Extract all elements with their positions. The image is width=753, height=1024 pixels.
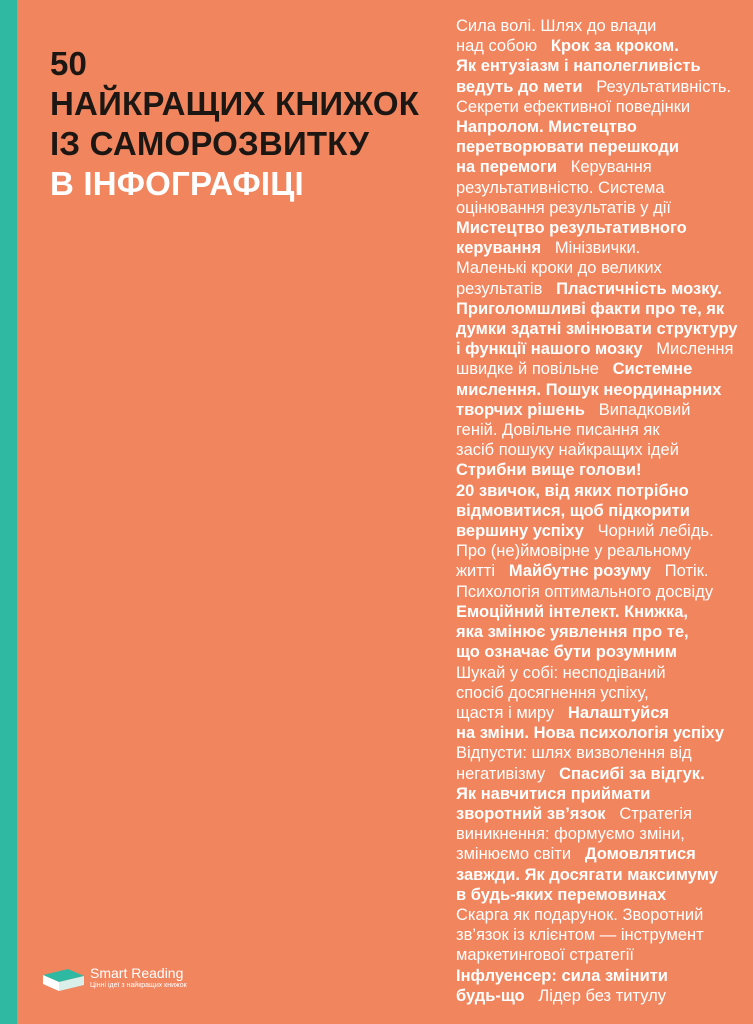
book-title-segment: творчих рішень xyxy=(456,400,585,419)
book-list-line xyxy=(456,238,740,258)
book-list-line xyxy=(456,258,740,278)
book-title-segment: ведуть до мети xyxy=(456,77,583,96)
book-title-segment: завжди. Як досягати максимуму xyxy=(456,865,718,884)
book-subtitle-segment: оцінювання результатів у дії xyxy=(456,198,671,217)
book-subtitle-segment: зв’язок із клієнтом — інструмент xyxy=(456,926,704,945)
book-subtitle-segment: змінюємо світи xyxy=(456,845,572,864)
book-subtitle-segment: засіб пошуку найкращих ідей xyxy=(456,441,679,460)
book-list-line xyxy=(456,501,740,521)
book-list-line xyxy=(456,925,740,945)
book-list-line xyxy=(456,541,740,561)
book-list-line xyxy=(456,97,740,117)
book-list-line xyxy=(456,56,740,76)
book-title-segment: зворотний зв’язок xyxy=(456,804,606,823)
book-subtitle-segment: Шукай у собі: несподіваний xyxy=(456,663,666,682)
title-line-1: 50 xyxy=(50,45,88,82)
book-title-segment: що означає бути розумним xyxy=(456,643,677,662)
book-list-line xyxy=(456,299,740,319)
book-subtitle-segment: Стратегія xyxy=(619,804,692,823)
book-list-line xyxy=(456,602,740,622)
book-list-line xyxy=(456,319,740,339)
book-list-line xyxy=(456,16,740,36)
book-title-segment: Як навчитися приймати xyxy=(456,784,651,803)
book-list-line xyxy=(456,723,740,743)
book-title-segment: 20 звичок, від яких потрібно xyxy=(456,481,689,500)
book-list-line xyxy=(456,137,740,157)
book-title-segment: Інфлуенсер: сила змінити xyxy=(456,966,668,985)
book-list-line xyxy=(456,764,740,784)
book-title-segment: Домовлятися xyxy=(584,845,696,864)
book-title-segment: керування xyxy=(456,239,542,258)
book-list-line xyxy=(456,561,740,581)
book-list-line xyxy=(456,339,740,359)
book-title-segment: Стрибни вище голови! xyxy=(456,461,642,480)
book-subtitle-segment: геній. Довільне писання як xyxy=(456,421,660,440)
book-list-line xyxy=(456,885,740,905)
book-list-line xyxy=(456,622,740,642)
book-subtitle-segment: щастя і миру xyxy=(456,703,555,722)
book-list-line xyxy=(456,359,740,379)
book-titles-list xyxy=(456,16,740,1006)
book-subtitle-segment: Результативність. xyxy=(596,77,732,96)
smart-reading-logo-icon xyxy=(40,963,86,993)
book-list-line xyxy=(456,865,740,885)
book-list-line xyxy=(456,703,740,723)
title-line-2: НАЙКРАЩИХ КНИЖОК xyxy=(50,85,420,122)
book-list-line xyxy=(456,683,740,703)
book-list-line xyxy=(456,743,740,763)
book-subtitle-segment: Секрети ефективної поведінки xyxy=(456,97,691,116)
book-title-segment: Системне xyxy=(612,360,693,379)
publisher-name: Smart Reading xyxy=(90,965,184,981)
book-title-segment: Налаштуйся xyxy=(567,703,670,722)
book-subtitle-segment: швидке й повільне xyxy=(456,360,599,379)
book-list-line xyxy=(456,804,740,824)
publisher-logo xyxy=(40,960,187,996)
book-title-segment: яка змінює уявлення про те, xyxy=(456,623,689,642)
book-title-segment: Пластичність мозку. xyxy=(556,279,722,298)
book-list-line xyxy=(456,279,740,299)
book-list-line xyxy=(456,77,740,97)
book-subtitle-segment: Маленькі кроки до великих xyxy=(456,259,662,278)
book-subtitle-segment: над собою xyxy=(456,37,538,56)
book-title-segment: відмовитися, щоб підкорити xyxy=(456,501,690,520)
book-list-line xyxy=(456,440,740,460)
book-list-line xyxy=(456,36,740,56)
book-subtitle-segment: Сила волі. Шлях до влади xyxy=(456,17,657,35)
book-list-line xyxy=(456,663,740,683)
book-title-segment: на зміни. Нова психологія успіху xyxy=(456,724,725,743)
book-subtitle-segment: результативністю. Система xyxy=(456,178,665,197)
book-title-segment: Як ентузіазм і наполегливість xyxy=(456,57,701,76)
book-list-line xyxy=(456,460,740,480)
book-subtitle-segment: Чорний лебідь. xyxy=(597,522,714,541)
book-list-line xyxy=(456,945,740,965)
book-title-segment: Мистецтво результативного xyxy=(456,219,687,238)
book-list-line xyxy=(456,521,740,541)
book-subtitle-segment: Випадковий xyxy=(598,400,691,419)
book-title-segment: Приголомшливі факти про те, як xyxy=(456,299,725,318)
book-title-segment: мислення. Пошук неординарних xyxy=(456,380,722,399)
book-subtitle-segment: Потік. xyxy=(664,562,709,581)
book-list-line xyxy=(456,905,740,925)
book-title-segment: в будь-яких перемовинах xyxy=(456,885,667,904)
book-list-line xyxy=(456,178,740,198)
book-title-segment: Емоційний інтелект. Книжка, xyxy=(456,602,688,621)
book-subtitle-segment: Лідер без титулу xyxy=(538,986,666,1005)
cover-spine-stripe xyxy=(0,0,17,1024)
cover-subtitle: В ІНФОГРАФІЦІ xyxy=(50,165,304,202)
book-title-segment: і функції нашого мозку xyxy=(456,340,643,359)
book-title-segment: вершину успіху xyxy=(456,522,584,541)
book-list-line xyxy=(456,824,740,844)
book-list-line xyxy=(456,784,740,804)
book-title-segment: Крок за кроком. xyxy=(550,37,679,56)
cover-title xyxy=(50,44,430,204)
book-list-line xyxy=(456,986,740,1006)
book-subtitle-segment: Мислення xyxy=(656,340,734,359)
book-subtitle-segment: негативізму xyxy=(456,764,546,783)
book-subtitle-segment: Керування xyxy=(570,158,652,177)
book-subtitle-segment: результатів xyxy=(456,279,543,298)
book-title-segment: думки здатні змінювати структуру xyxy=(456,320,738,339)
title-line-3: ІЗ САМОРОЗВИТКУ xyxy=(50,125,370,162)
book-list-line xyxy=(456,642,740,662)
book-subtitle-segment: Відпусти: шлях визволення від xyxy=(456,744,692,763)
book-subtitle-segment: Психологія оптимального досвіду xyxy=(456,582,714,601)
book-subtitle-segment: Скарга як подарунок. Зворотний xyxy=(456,905,704,924)
book-title-segment: Спасибі за відгук. xyxy=(559,764,705,783)
book-subtitle-segment: житті xyxy=(456,562,496,581)
book-subtitle-segment: Про (не)ймовірне у реальному xyxy=(456,542,691,561)
book-list-line xyxy=(456,481,740,501)
book-list-line xyxy=(456,844,740,864)
book-subtitle-segment: виникнення: формуємо зміни, xyxy=(456,825,685,844)
book-list-line xyxy=(456,400,740,420)
publisher-tagline: Цінні ідеї з найкращих книжок xyxy=(90,982,187,989)
book-list-line xyxy=(456,966,740,986)
book-list-line xyxy=(456,380,740,400)
book-list-line xyxy=(456,117,740,137)
book-subtitle-segment: Мінізвички. xyxy=(554,239,641,258)
book-title-segment: Напролом. Мистецтво xyxy=(456,118,637,137)
book-list-line xyxy=(456,582,740,602)
book-title-segment: Майбутнє розуму xyxy=(508,562,652,581)
book-list-line xyxy=(456,218,740,238)
book-list-line xyxy=(456,198,740,218)
book-list-line xyxy=(456,420,740,440)
book-list-line xyxy=(456,157,740,177)
book-subtitle-segment: спосіб досягнення успіху, xyxy=(456,683,649,702)
book-subtitle-segment: маркетингової стратегії xyxy=(456,946,634,965)
book-title-segment: будь-що xyxy=(456,986,525,1005)
book-title-segment: на перемоги xyxy=(456,158,557,177)
book-title-segment: перетворювати перешкоди xyxy=(456,138,680,157)
